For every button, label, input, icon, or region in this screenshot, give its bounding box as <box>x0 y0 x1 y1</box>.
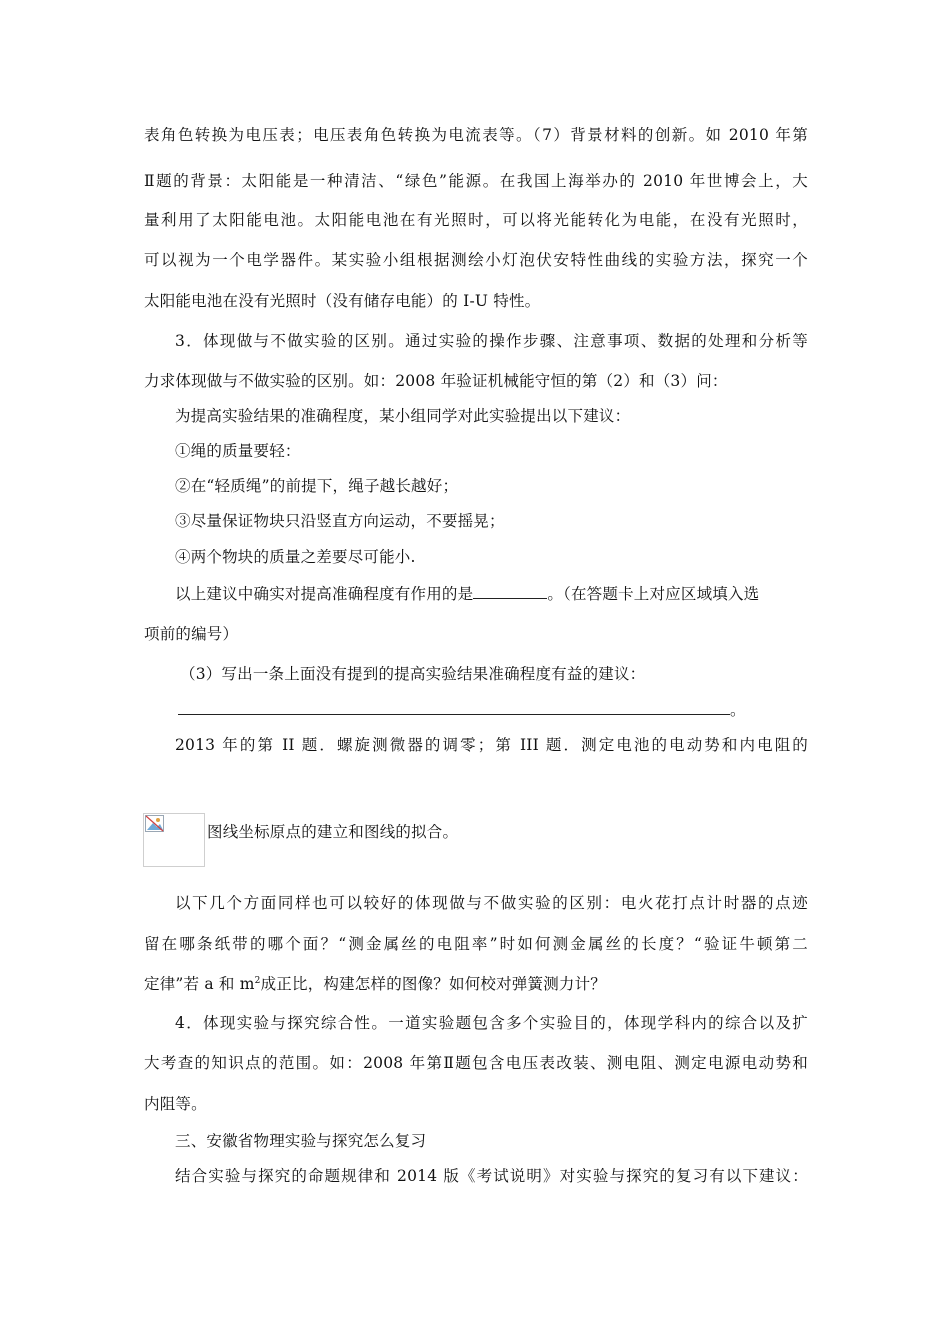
suggestion-item-4: ④两个物块的质量之差要尽可能小. <box>175 548 416 566</box>
paragraph-line: 项前的编号） <box>144 625 239 643</box>
paragraph-line: 表角色转换为电压表；电压表角色转换为电流表等。（7）背景材料的创新。如 2010 年第 <box>144 126 808 144</box>
paragraph-line: 量利用了太阳能电池。太阳能电池在有光照时，可以将光能转化为电能，在没有光照时， <box>144 211 808 229</box>
answer-line: 。 <box>178 700 746 720</box>
question-3-line: （3）写出一条上面没有提到的提高实验结果准确程度有益的建议： <box>180 665 646 683</box>
paragraph-line: 以下几个方面同样也可以较好的体现做与不做实验的区别：电火花打点计时器的点迹 <box>175 894 808 912</box>
paragraph-line: 力求体现做与不做实验的区别。如：2008 年验证机械能守恒的第（2）和（3）问： <box>144 372 728 390</box>
question-text-tail: 。（在答题卡上对应区域填入选 <box>547 585 760 603</box>
paragraph-line: 结合实验与探究的命题规律和 2014 版《考试说明》对实验与探究的复习有以下建议： <box>175 1167 808 1185</box>
paragraph-line: 大考查的知识点的范围。如：2008 年第Ⅱ题包含电压表改装、测电阻、测定电源电动势和 <box>144 1054 808 1072</box>
answer-blank-long[interactable] <box>178 700 730 715</box>
section-heading-4: 4．体现实验与探究综合性。一道实验题包含多个实验目的，体现学科内的综合以及扩 <box>175 1014 808 1032</box>
section-heading-3: 3．体现做与不做实验的区别。通过实验的操作步骤、注意事项、数据的处理和分析等 <box>175 332 808 350</box>
paragraph-line: 内阻等。 <box>144 1095 207 1113</box>
paragraph-line: 图线坐标原点的建立和图线的拟合。 <box>207 823 459 841</box>
paragraph-line: Ⅱ题的背景：太阳能是一种清洁、“绿色”能源。在我国上海举办的 2010 年世博会上，大 <box>144 172 808 190</box>
question-text: 以上建议中确实对提高准确程度有作用的是 <box>175 585 474 603</box>
paragraph-line: 可以视为一个电学器件。某实验小组根据测绘小灯泡伏安特性曲线的实验方法，探究一个 <box>144 251 808 269</box>
paragraph-line: 为提高实验结果的准确程度，某小组同学对此实验提出以下建议： <box>175 407 631 425</box>
paragraph-line: 定律”若 a 和 $m^2$成正比，构建怎样的图像？如何校对弹簧测力计？ <box>144 975 606 993</box>
suggestion-item-1: ①绳的质量要轻： <box>175 442 301 460</box>
paragraph-line: 2013 年的第 II 题．螺旋测微器的调零；第 III 题．测定电池的电动势和内电阻的 <box>175 736 808 754</box>
suggestion-item-3: ③尽量保证物块只沿竖直方向运动，不要摇晃； <box>175 512 505 530</box>
broken-image-icon <box>145 815 167 835</box>
paragraph-line: 留在哪条纸带的哪个面？“测金属丝的电阻率”时如何测金属丝的长度？“验证牛顿第二 <box>144 935 808 953</box>
paragraph-line: 太阳能电池在没有光照时（没有储存电能）的 I-U 特性。 <box>144 292 541 310</box>
suggestion-item-2: ②在“轻质绳”的前提下，绳子越长越好； <box>175 477 459 495</box>
question-line <box>175 584 759 604</box>
broken-image-placeholder <box>143 813 205 867</box>
section-heading-part-3: 三、安徽省物理实验与探究怎么复习 <box>175 1132 427 1150</box>
superscript-exponent: 2 <box>254 975 261 986</box>
answer-blank[interactable] <box>473 584 547 599</box>
